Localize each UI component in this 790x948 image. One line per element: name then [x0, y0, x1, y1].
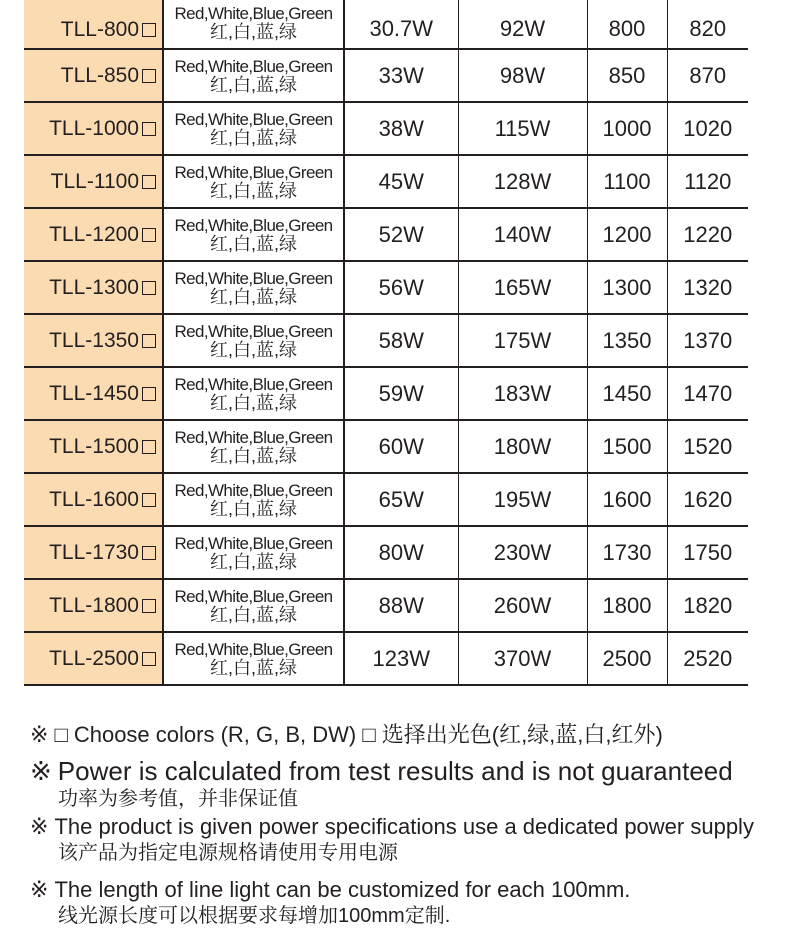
- power2-cell: 140W: [458, 208, 587, 261]
- length-cell: 800: [587, 0, 667, 49]
- table-row: [24, 155, 748, 208]
- colors-cell: [163, 420, 344, 473]
- reference-mark-icon: ※: [30, 814, 49, 839]
- colors-chinese: 红,白,蓝,绿: [209, 74, 297, 95]
- model-cell: [24, 155, 163, 208]
- color-checkbox-icon: [142, 440, 156, 454]
- colors-chinese: 红,白,蓝,绿: [209, 551, 297, 572]
- total-length-cell: 1620: [667, 473, 748, 526]
- note-line: [30, 814, 754, 840]
- colors-english: Red,White,Blue,Green: [174, 4, 333, 23]
- table-row: [24, 49, 748, 102]
- spec-table: [24, 0, 748, 686]
- colors-english: Red,White,Blue,Green: [174, 56, 333, 76]
- power-cell: 80W: [344, 526, 458, 579]
- colors-chinese: 红,白,蓝,绿: [209, 339, 297, 360]
- power-cell: 52W: [344, 208, 458, 261]
- reference-mark-icon: ※: [30, 722, 49, 747]
- note-chinese-text: 该产品为指定电源规格请使用专用电源: [58, 842, 398, 864]
- note-chinese-text: 线光源长度可以根据要求每增加100mm定制.: [58, 905, 451, 927]
- power-cell: 60W: [344, 420, 458, 473]
- note-item: [30, 756, 733, 812]
- reference-mark-icon: ※: [30, 877, 49, 902]
- colors-chinese: 红,白,蓝,绿: [209, 445, 297, 466]
- colors-cell: [163, 261, 344, 314]
- model-name: TLL-1100: [50, 169, 139, 193]
- colors-english: Red,White,Blue,Green: [174, 480, 333, 500]
- model-name: TLL-1500: [49, 434, 139, 458]
- model-name: TLL-1450: [49, 381, 139, 405]
- model-cell: [24, 102, 163, 155]
- power2-cell: 98W: [458, 49, 587, 102]
- power2-cell: 92W: [458, 0, 587, 49]
- color-checkbox-icon: [142, 69, 156, 83]
- total-length-cell: 1750: [667, 526, 748, 579]
- model-name: TLL-800: [60, 18, 139, 41]
- total-length-cell: 1220: [667, 208, 748, 261]
- colors-english: Red,White,Blue,Green: [174, 427, 333, 447]
- power-cell: 56W: [344, 261, 458, 314]
- colors-chinese: 红,白,蓝,绿: [209, 392, 297, 413]
- color-checkbox-icon: [142, 175, 156, 189]
- total-length-cell: 1320: [667, 261, 748, 314]
- model-cell: [24, 49, 163, 102]
- table-row: [24, 314, 748, 367]
- color-checkbox-icon: [142, 599, 156, 613]
- spec-table-body: [24, 0, 748, 685]
- model-cell: [24, 367, 163, 420]
- length-cell: 1600: [587, 473, 667, 526]
- total-length-cell: 1820: [667, 579, 748, 632]
- power2-cell: 260W: [458, 579, 587, 632]
- note-line: [30, 722, 663, 748]
- color-checkbox-icon: [142, 228, 156, 242]
- power-cell: 38W: [344, 102, 458, 155]
- colors-english: Red,White,Blue,Green: [174, 374, 333, 394]
- model-cell: [24, 473, 163, 526]
- power2-cell: 230W: [458, 526, 587, 579]
- power2-cell: 115W: [458, 102, 587, 155]
- model-name: TLL-1730: [49, 540, 139, 564]
- power2-cell: 175W: [458, 314, 587, 367]
- note-text: The length of line light can be customized for each 100mm.: [54, 877, 631, 902]
- note-line: [30, 756, 733, 786]
- table-row: [24, 473, 748, 526]
- model-name: TLL-1600: [49, 487, 139, 511]
- colors-cell: [163, 526, 344, 579]
- length-cell: 1000: [587, 102, 667, 155]
- colors-cell: [163, 208, 344, 261]
- power-cell: 58W: [344, 314, 458, 367]
- table-row: [24, 632, 748, 685]
- power2-cell: 128W: [458, 155, 587, 208]
- note-line: [30, 877, 630, 903]
- colors-cell: [163, 49, 344, 102]
- color-checkbox-icon: [142, 334, 156, 348]
- model-name: TLL-1000: [49, 116, 139, 140]
- total-length-cell: 870: [667, 49, 748, 102]
- model-name: TLL-1300: [49, 275, 139, 299]
- colors-chinese: 红,白,蓝,绿: [209, 498, 297, 519]
- length-cell: 850: [587, 49, 667, 102]
- colors-english: Red,White,Blue,Green: [174, 639, 333, 659]
- length-cell: 1800: [587, 579, 667, 632]
- note-item: [30, 814, 754, 866]
- power-cell: 30.7W: [344, 0, 458, 49]
- note-chinese-text: 功率为参考值，并非保证值: [58, 788, 298, 810]
- colors-cell: [163, 0, 344, 49]
- length-cell: 1730: [587, 526, 667, 579]
- colors-cell: [163, 314, 344, 367]
- color-checkbox-icon: [142, 546, 156, 560]
- colors-cell: [163, 155, 344, 208]
- model-name: TLL-1350: [49, 328, 139, 352]
- colors-english: Red,White,Blue,Green: [174, 586, 333, 606]
- table-row: [24, 367, 748, 420]
- length-cell: 1300: [587, 261, 667, 314]
- colors-chinese: 红,白,蓝,绿: [209, 286, 297, 307]
- power-cell: 33W: [344, 49, 458, 102]
- note-item: [30, 722, 663, 748]
- table-row: [24, 208, 748, 261]
- colors-english: Red,White,Blue,Green: [174, 533, 333, 553]
- model-cell: [24, 526, 163, 579]
- colors-cell: [163, 632, 344, 685]
- power-cell: 88W: [344, 579, 458, 632]
- colors-english: Red,White,Blue,Green: [174, 162, 333, 182]
- model-cell: [24, 314, 163, 367]
- colors-cell: [163, 102, 344, 155]
- note-text: The product is given power specifications use a dedicated power supply: [54, 814, 754, 839]
- model-cell: [24, 208, 163, 261]
- note-item: [30, 877, 630, 929]
- colors-cell: [163, 367, 344, 420]
- table-row: [24, 420, 748, 473]
- colors-chinese: 红,白,蓝,绿: [209, 22, 297, 42]
- note-text: □ Choose colors (R, G, B, DW) □ 选择出光色(红,绿,蓝,白,红外): [54, 722, 663, 747]
- model-name: TLL-2500: [49, 646, 139, 670]
- colors-cell: [163, 579, 344, 632]
- power2-cell: 180W: [458, 420, 587, 473]
- power2-cell: 195W: [458, 473, 587, 526]
- power2-cell: 183W: [458, 367, 587, 420]
- total-length-cell: 1120: [667, 155, 748, 208]
- power2-cell: 370W: [458, 632, 587, 685]
- power-cell: 123W: [344, 632, 458, 685]
- color-checkbox-icon: [142, 23, 156, 37]
- color-checkbox-icon: [142, 652, 156, 666]
- length-cell: 1200: [587, 208, 667, 261]
- colors-chinese: 红,白,蓝,绿: [209, 127, 297, 148]
- model-name: TLL-850: [60, 63, 139, 87]
- power-cell: 45W: [344, 155, 458, 208]
- color-checkbox-icon: [142, 387, 156, 401]
- colors-english: Red,White,Blue,Green: [174, 268, 333, 288]
- power-cell: 59W: [344, 367, 458, 420]
- table-row: [24, 102, 748, 155]
- table-row: [24, 579, 748, 632]
- colors-english: Red,White,Blue,Green: [174, 215, 333, 235]
- total-length-cell: 1470: [667, 367, 748, 420]
- colors-chinese: 红,白,蓝,绿: [209, 657, 297, 678]
- total-length-cell: 1520: [667, 420, 748, 473]
- colors-english: Red,White,Blue,Green: [174, 321, 333, 341]
- power-cell: 65W: [344, 473, 458, 526]
- model-cell: [24, 0, 163, 49]
- color-checkbox-icon: [142, 281, 156, 295]
- colors-chinese: 红,白,蓝,绿: [209, 180, 297, 201]
- reference-mark-icon: ※: [30, 756, 52, 786]
- length-cell: 1350: [587, 314, 667, 367]
- colors-chinese: 红,白,蓝,绿: [209, 604, 297, 625]
- note-text: Power is calculated from test results and is not guaranteed: [57, 756, 733, 786]
- model-cell: [24, 420, 163, 473]
- model-cell: [24, 261, 163, 314]
- color-checkbox-icon: [142, 493, 156, 507]
- colors-english: Red,White,Blue,Green: [174, 109, 333, 129]
- total-length-cell: 1020: [667, 102, 748, 155]
- total-length-cell: 1370: [667, 314, 748, 367]
- length-cell: 1450: [587, 367, 667, 420]
- color-checkbox-icon: [142, 122, 156, 136]
- model-cell: [24, 579, 163, 632]
- total-length-cell: 2520: [667, 632, 748, 685]
- model-name: TLL-1200: [49, 222, 139, 246]
- model-name: TLL-1800: [49, 593, 139, 617]
- length-cell: 1500: [587, 420, 667, 473]
- colors-chinese: 红,白,蓝,绿: [209, 233, 297, 254]
- colors-cell: [163, 473, 344, 526]
- table-row: [24, 261, 748, 314]
- table-row: [24, 0, 748, 49]
- power2-cell: 165W: [458, 261, 587, 314]
- length-cell: 2500: [587, 632, 667, 685]
- total-length-cell: 820: [667, 0, 748, 49]
- length-cell: 1100: [587, 155, 667, 208]
- model-cell: [24, 632, 163, 685]
- table-row: [24, 526, 748, 579]
